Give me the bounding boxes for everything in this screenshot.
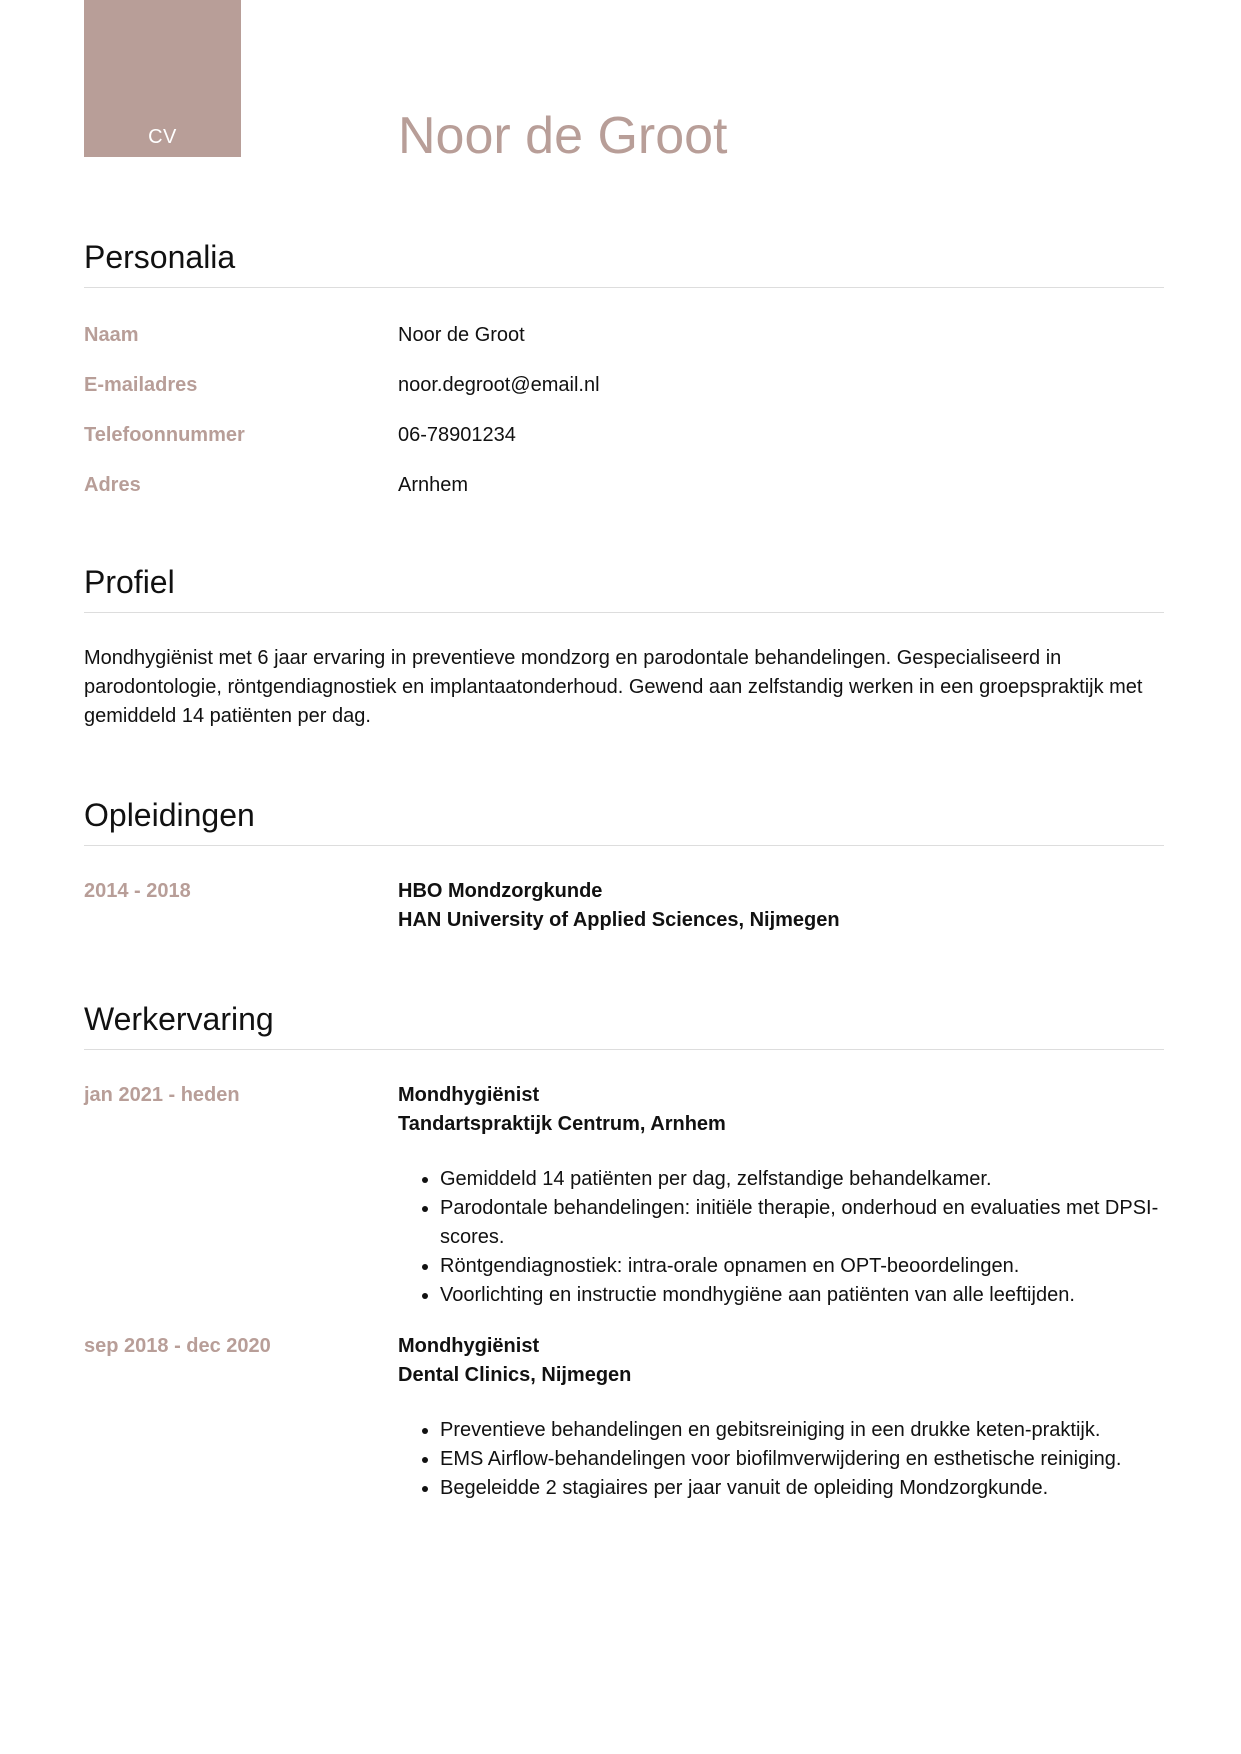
entry-title: HBO Mondzorgkunde (398, 880, 603, 903)
bullet-item: • Begeleidde 2 stagiaires per jaar vanuit de opleiding Mondzorgkunde. (440, 1474, 1164, 1503)
bullet-item: • Röntgendiagnostiek: intra-orale opnamen en OPT-beoordelingen. (440, 1252, 1164, 1281)
personalia-label: Naam (84, 324, 139, 347)
entry-org: Tandartspraktijk Centrum, Arnhem (398, 1113, 726, 1136)
cv-badge-label: CV (148, 126, 177, 148)
entry-title: Mondhygiënist (398, 1335, 540, 1358)
section-heading-personalia: Personalia (84, 240, 1164, 288)
entry-period: 2014 - 2018 (84, 880, 191, 903)
section-personalia (84, 240, 1164, 524)
bullet-item: • Preventieve behandelingen en gebitsreiniging in een drukke keten-praktijk. (440, 1416, 1164, 1445)
page-title: Noor de Groot (398, 107, 728, 165)
entry-org: HAN University of Applied Sciences, Nijmegen (398, 909, 840, 932)
personalia-row (84, 424, 1164, 474)
personalia-label: Adres (84, 474, 141, 497)
personalia-row (84, 374, 1164, 424)
personalia-list (84, 324, 1164, 524)
personalia-label: Telefoonnummer (84, 424, 245, 447)
section-werkervaring (84, 1002, 1164, 1503)
entry-body (398, 1081, 1164, 1310)
personalia-value: Noor de Groot (398, 324, 525, 347)
personalia-label: E-mailadres (84, 374, 198, 397)
bullet-item: • EMS Airflow-behandelingen voor biofilmverwijdering en esthetische reiniging. (440, 1445, 1164, 1474)
personalia-value: 06-78901234 (398, 424, 516, 447)
education-entry (84, 877, 1164, 935)
bullet-list (398, 1165, 1164, 1310)
entry-period: sep 2018 - dec 2020 (84, 1335, 271, 1358)
bullet-item: • Parodontale behandelingen: initiële therapie, onderhoud en evaluaties met DPSI-scores. (440, 1194, 1164, 1252)
cv-badge (84, 0, 241, 157)
profile-text: Mondhygiënist met 6 jaar ervaring in preventieve mondzorg en parodontale behandelingen. Gespecialiseerd in parodontologie, röntgendiagnostiek en implantaatonderhoud. Gewend aan zelfstandig werken in een groepspraktijk met gemiddeld 14 patiënten per dag. (84, 647, 1143, 728)
entry-title: Mondhygiënist (398, 1084, 540, 1107)
personalia-value: noor.degroot@email.nl (398, 374, 600, 397)
section-heading-opleidingen: Opleidingen (84, 798, 1164, 846)
section-profiel (84, 565, 1164, 731)
bullet-list (398, 1416, 1164, 1503)
bullet-item: • Gemiddeld 14 patiënten per dag, zelfstandige behandelkamer. (440, 1165, 1164, 1194)
entry-body (398, 877, 1164, 935)
entry-body (398, 1332, 1164, 1503)
entry-period: jan 2021 - heden (84, 1084, 240, 1107)
personalia-value: Arnhem (398, 474, 469, 497)
section-opleidingen (84, 798, 1164, 935)
personalia-row (84, 474, 1164, 524)
personalia-row (84, 324, 1164, 374)
bullet-item: • Voorlichting en instructie mondhygiëne aan patiënten van alle leeftijden. (440, 1281, 1164, 1310)
section-heading-werkervaring: Werkervaring (84, 1002, 1164, 1050)
entry-org: Dental Clinics, Nijmegen (398, 1364, 632, 1387)
work-entry (84, 1332, 1164, 1503)
section-heading-profiel: Profiel (84, 565, 1164, 613)
work-entry (84, 1081, 1164, 1310)
